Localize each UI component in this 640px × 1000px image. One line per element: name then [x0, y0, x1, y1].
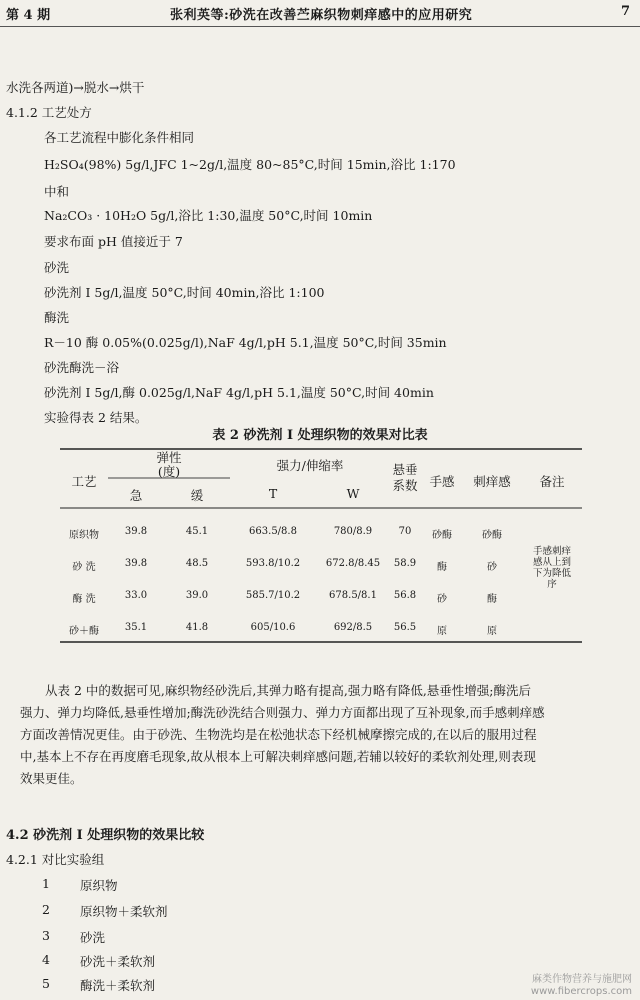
body-line: 砂洗酶洗－浴 — [44, 360, 120, 375]
group-number: 4 — [42, 952, 50, 967]
body-line: 实验得表 2 结果。 — [44, 410, 148, 425]
group-label: 砂洗＋柔软剂 — [80, 954, 156, 969]
table-cell: 原 — [487, 626, 497, 637]
body-line: 酶洗 — [44, 310, 70, 325]
site-watermark — [531, 974, 632, 998]
table-cell: 砂 — [487, 562, 497, 573]
paragraph-line: 效果更佳。 — [20, 771, 83, 786]
discussion-paragraph — [20, 680, 628, 790]
col-header-slow: 缓 — [190, 488, 204, 503]
group-label: 原织物＋柔软剂 — [80, 904, 168, 919]
col-header-t: T — [268, 486, 278, 501]
body-line: H₂SO₄(98%) 5g/l,JFC 1~2g/l,温度 80~85°C,时间 15min,浴比 1:170 — [44, 157, 456, 172]
table-cell: 酶 — [437, 562, 447, 573]
watermark-line: 麻类作物营养与施肥网 — [532, 974, 632, 985]
col-header-elasticity: 弹性 — [156, 450, 182, 465]
body-line: 要求布面 pH 值接近于 7 — [44, 234, 183, 249]
paragraph-line: 中,基本上不存在再度磨毛现象,故从根本上可解决刺痒感问题,若辅以较好的柔软剂处理,则表现 — [20, 749, 536, 764]
table-cell: 585.7/10.2 — [245, 590, 301, 601]
body-line: R－10 酶 0.05%(0.025g/l),NaF 4g/l,pH 5.1,温度 50°C,时间 35min — [44, 335, 447, 350]
paragraph-line: 方面改善情况更佳。由于砂洗、生物洗均是在松弛状态下经机械摩擦完成的,在以后的服用过程 — [20, 727, 537, 742]
remark-note: 手感刺痒感从上到下为降低序 — [532, 546, 571, 590]
group-label: 砂洗 — [80, 930, 106, 945]
col-header-fast: 急 — [129, 488, 143, 503]
table-cell: 41.8 — [185, 622, 209, 633]
body-line: 水洗各两道)→脱水→烘干 — [6, 80, 145, 95]
table-caption: 表 2 砂洗剂 I 处理织物的效果对比表 — [212, 428, 428, 443]
page-number: 7 — [620, 4, 630, 19]
table-cell: 692/8.5 — [333, 622, 373, 633]
paragraph-line: 从表 2 中的数据可见,麻织物经砂洗后,其弹力略有提高,强力略有降低,悬垂性增强;酶洗后 — [45, 683, 532, 698]
subsection-heading: 4.1.2 工艺处方 — [6, 105, 92, 120]
table-cell: 56.5 — [393, 622, 417, 633]
table-cell: 663.5/8.8 — [249, 526, 297, 537]
table-cell: 砂酶 — [432, 530, 452, 541]
table-cell: 593.8/10.2 — [245, 558, 301, 569]
issue-number: 第 4 期 — [6, 8, 51, 23]
col-header-w: W — [346, 486, 360, 501]
col-header-drape: 悬垂系数 — [392, 462, 418, 493]
table-cell: 39.0 — [185, 590, 209, 601]
table-cell: 48.5 — [185, 558, 209, 569]
body-line: 中和 — [44, 184, 70, 199]
subsection-heading: 4.2.1 对比实验组 — [6, 852, 105, 867]
col-header-itch: 刺痒感 — [473, 474, 511, 489]
body-line: 砂洗剂 I 5g/l,温度 50°C,时间 40min,浴比 1:100 — [44, 285, 325, 300]
section-heading: 4.2 砂洗剂 I 处理织物的效果比较 — [6, 828, 205, 843]
group-label: 酶洗＋柔软剂 — [80, 978, 156, 993]
results-table — [60, 448, 582, 644]
watermark-line: www.fibercrops.com — [530, 986, 632, 997]
table-cell: 原 — [437, 626, 447, 637]
group-number: 1 — [42, 876, 50, 891]
col-header-process: 工艺 — [71, 474, 97, 489]
table-cell: 酶 洗 — [72, 594, 96, 605]
table-cell: 原织物 — [69, 530, 99, 541]
header-rule — [0, 26, 640, 27]
paragraph-line: 强力、弹力均降低,悬垂性增加;酶洗砂洗结合则强力、弹力方面都出现了互补现象,而手感刺痒感 — [20, 705, 545, 720]
group-number: 3 — [42, 928, 50, 943]
group-number: 5 — [42, 976, 50, 991]
col-header-strength: 强力/伸缩率 — [276, 458, 344, 473]
page-header — [0, 0, 640, 26]
table-cell: 780/8.9 — [333, 526, 373, 537]
running-title: 张利英等:砂洗在改善苎麻织物刺痒感中的应用研究 — [170, 8, 473, 23]
table-cell: 58.9 — [393, 558, 417, 569]
body-line: Na₂CO₃ · 10H₂O 5g/l,浴比 1:30,温度 50°C,时间 10min — [44, 208, 373, 223]
table-cell: 56.8 — [393, 590, 417, 601]
body-line: 砂洗 — [44, 260, 70, 275]
table-cell: 砂 — [437, 594, 447, 605]
table-cell: 砂＋酶 — [69, 626, 99, 637]
col-header-hand: 手感 — [429, 474, 455, 489]
table-cell: 39.8 — [124, 526, 148, 537]
table-cell: 33.0 — [124, 590, 148, 601]
col-header-remark: 备注 — [539, 474, 565, 489]
group-label: 原织物 — [80, 878, 118, 893]
table-cell: 砂酶 — [482, 530, 502, 541]
col-header-elasticity-unit: (度) — [157, 464, 181, 479]
table-cell: 45.1 — [185, 526, 209, 537]
table-cell: 35.1 — [124, 622, 148, 633]
table-cell: 39.8 — [124, 558, 148, 569]
table-cell: 70 — [398, 526, 412, 537]
group-number: 2 — [42, 902, 50, 917]
body-line: 各工艺流程中膨化条件相同 — [44, 130, 195, 145]
table-cell: 672.8/8.45 — [325, 558, 381, 569]
table-cell: 678.5/8.1 — [329, 590, 377, 601]
table-cell: 酶 — [487, 594, 497, 605]
body-line: 砂洗剂 I 5g/l,酶 0.025g/l,NaF 4g/l,pH 5.1,温度 50°C,时间 40min — [44, 385, 434, 400]
table-cell: 605/10.6 — [250, 622, 296, 633]
table-cell: 砂 洗 — [72, 562, 96, 573]
